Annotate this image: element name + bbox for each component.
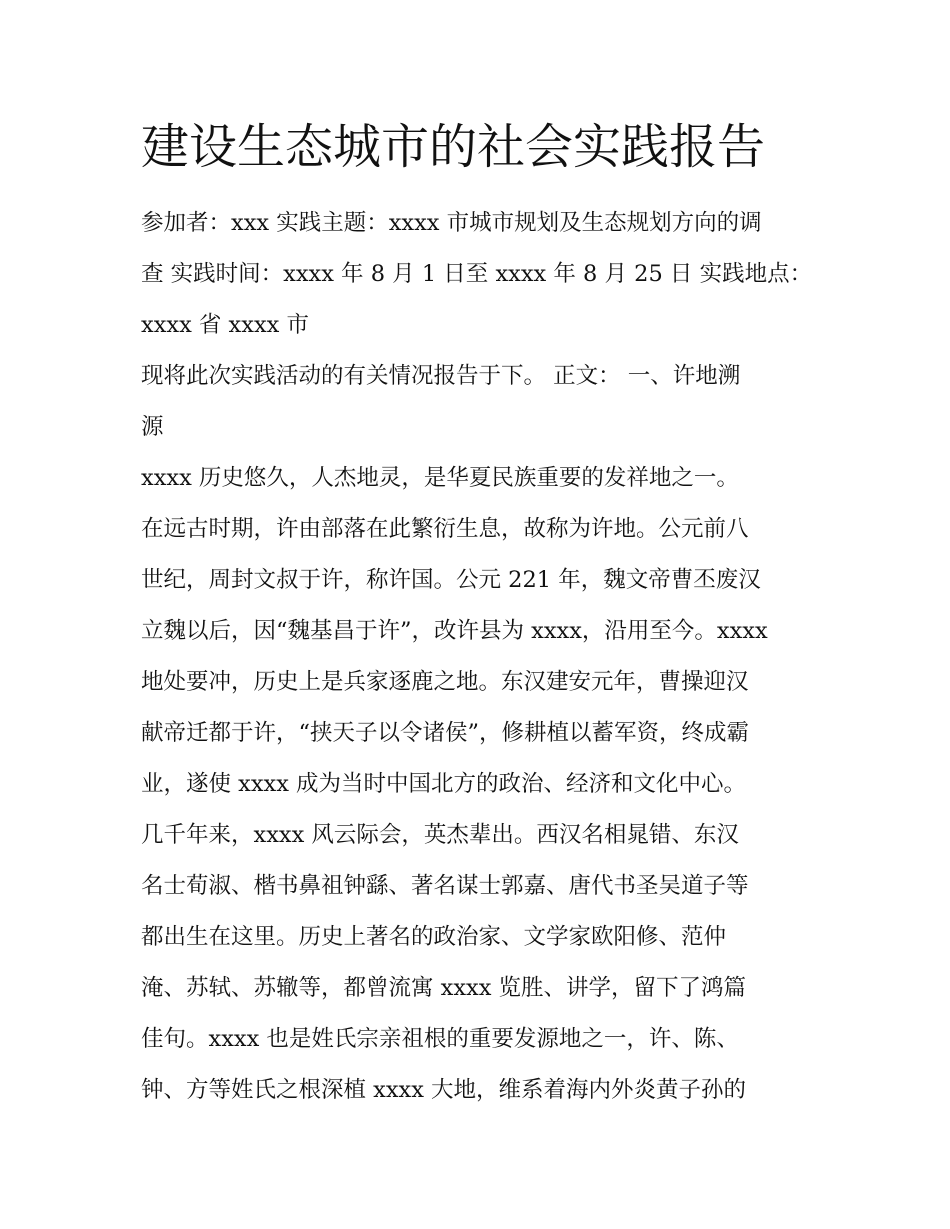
body-line: xxxx 省 xxxx 市 xyxy=(141,312,309,338)
body-line: 源 xyxy=(141,414,164,440)
body-line: 佳句。xxxx 也是姓氏宗亲祖根的重要发源地之一，许、陈、 xyxy=(141,1026,739,1052)
body-line: 参加者：xxx 实践主题：xxxx 市城市规划及生态规划方向的调 xyxy=(141,210,762,236)
body-line: 地处要冲，历史上是兵家逐鹿之地。东汉建安元年，曹操迎汉 xyxy=(141,669,749,695)
body-line: 立魏以后，因“魏基昌于许”，改许县为 xxxx，沿用至今。xxxx xyxy=(141,618,768,644)
document-title: 建设生态城市的社会实践报告 xyxy=(141,119,766,175)
document-body xyxy=(141,198,831,1116)
body-line: 献帝迁都于许，“挟天子以令诸侯”，修耕植以蓄军资，终成霸 xyxy=(141,720,750,746)
body-line: 现将此次实践活动的有关情况报告于下。 正文： 一、许地溯 xyxy=(141,363,741,389)
body-line: 业，遂使 xxxx 成为当时中国北方的政治、经济和文化中心。 xyxy=(141,771,747,797)
body-line: 在远古时期，许由部落在此繁衍生息，故称为许地。公元前八 xyxy=(141,516,749,542)
body-line: 世纪，周封文叔于许，称许国。公元 221 年，魏文帝曹丕废汉 xyxy=(141,567,761,593)
body-line: 都出生在这里。历史上著名的政治家、文学家欧阳修、范仲 xyxy=(141,924,727,950)
body-line: 名士荀淑、楷书鼻祖钟繇、著名谋士郭嘉、唐代书圣吴道子等 xyxy=(141,873,749,899)
body-line: xxxx 历史悠久，人杰地灵，是华夏民族重要的发祥地之一。 xyxy=(141,465,739,491)
body-line: 几千年来，xxxx 风云际会，英杰辈出。西汉名相晁错、东汉 xyxy=(141,822,739,848)
body-line: 查 实践时间：xxxx 年 8 月 1 日至 xxxx 年 8 月 25 日 实践地点： xyxy=(141,261,813,287)
body-line: 淹、苏轼、苏辙等，都曾流寓 xxxx 览胜、讲学，留下了鸿篇 xyxy=(141,975,747,1001)
body-line: 钟、方等姓氏之根深植 xxxx 大地，维系着海内外炎黄子孙的 xyxy=(141,1077,747,1103)
